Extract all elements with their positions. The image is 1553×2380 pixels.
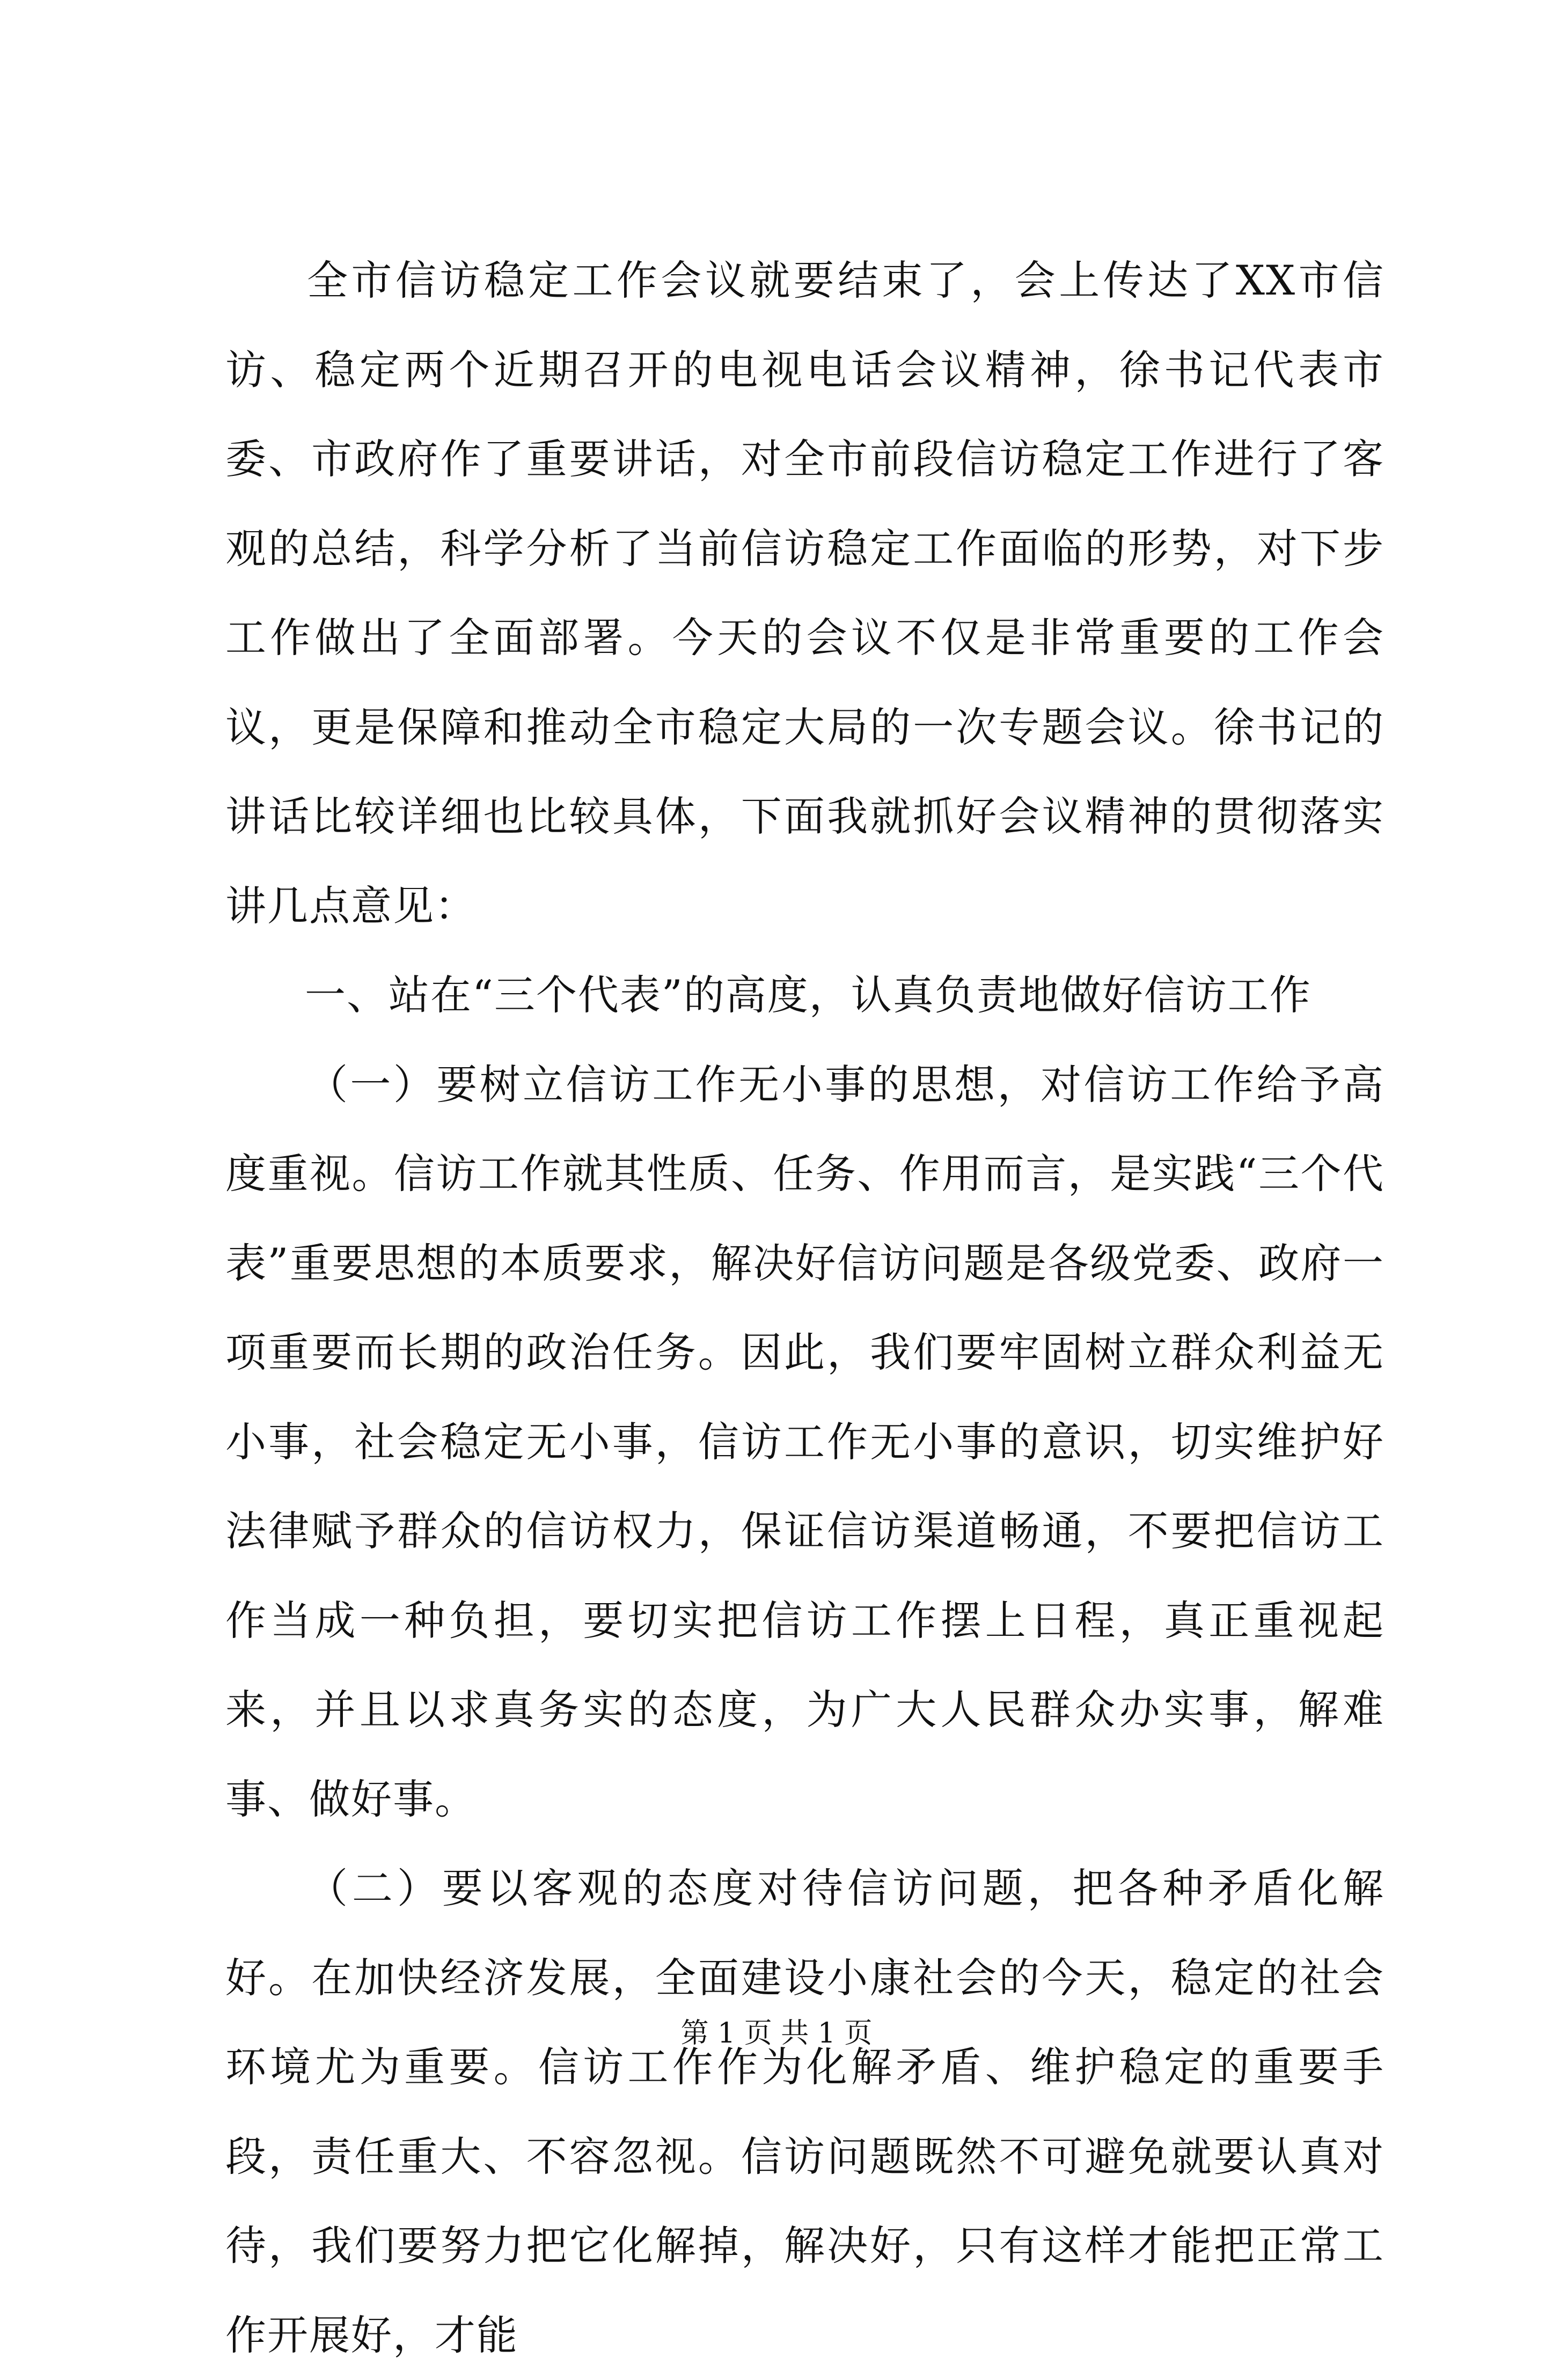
- page-footer: 第 1 页 共 1 页: [680, 2017, 873, 2050]
- point-two-paragraph: （二）要以客观的态度对待信访问题，把各种矛盾化解好。在加快经济发展，全面建设小康社会的今天，稳定的社会环境尤为重要。信访工作作为化解矛盾、维护稳定的重要手段，责任重大、不容忽视。信访问题既然不可避免就要认真对待，我们要努力把它化解掉，解决好，只有这样才能把正常工作开展好，才能: [225, 1864, 1384, 2359]
- point-one-paragraph: （一）要树立信访工作无小事的思想，对信访工作给予高度重视。信访工作就其性质、任务、作用而言，是实践“三个代表”重要思想的本质要求，解决好信访问题是各级党委、政府一项重要而长期的政治任务。因此，我们要牢固树立群众利益无小事，社会稳定无小事，信访工作无小事的意识，切实维护好法律赋予群众的信访权力，保证信访渠道畅通，不要把信访工作当成一种负担，要切实把信访工作摆上日程，真正重视起来，并且以求真务实的态度，为广大人民群众办实事，解难事、做好事。: [225, 1060, 1384, 1823]
- section-heading: 一、站在“三个代表”的高度，认真负责地做好信访工作: [305, 971, 1312, 1019]
- document-body: [225, 236, 1384, 2380]
- intro-paragraph: 全市信访稳定工作会议就要结束了，会上传达了XX市信访、稳定两个近期召开的电视电话会议精神，徐书记代表市委、市政府作了重要讲话，对全市前段信访稳定工作进行了客观的总结，科学分析了当前信访稳定工作面临的形势，对下步工作做出了全面部署。今天的会议不仅是非常重要的工作会议，更是保障和推动全市稳定大局的一次专题会议。徐书记的讲话比较详细也比较具体，下面我就抓好会议精神的贯彻落实讲几点意见：: [225, 256, 1384, 930]
